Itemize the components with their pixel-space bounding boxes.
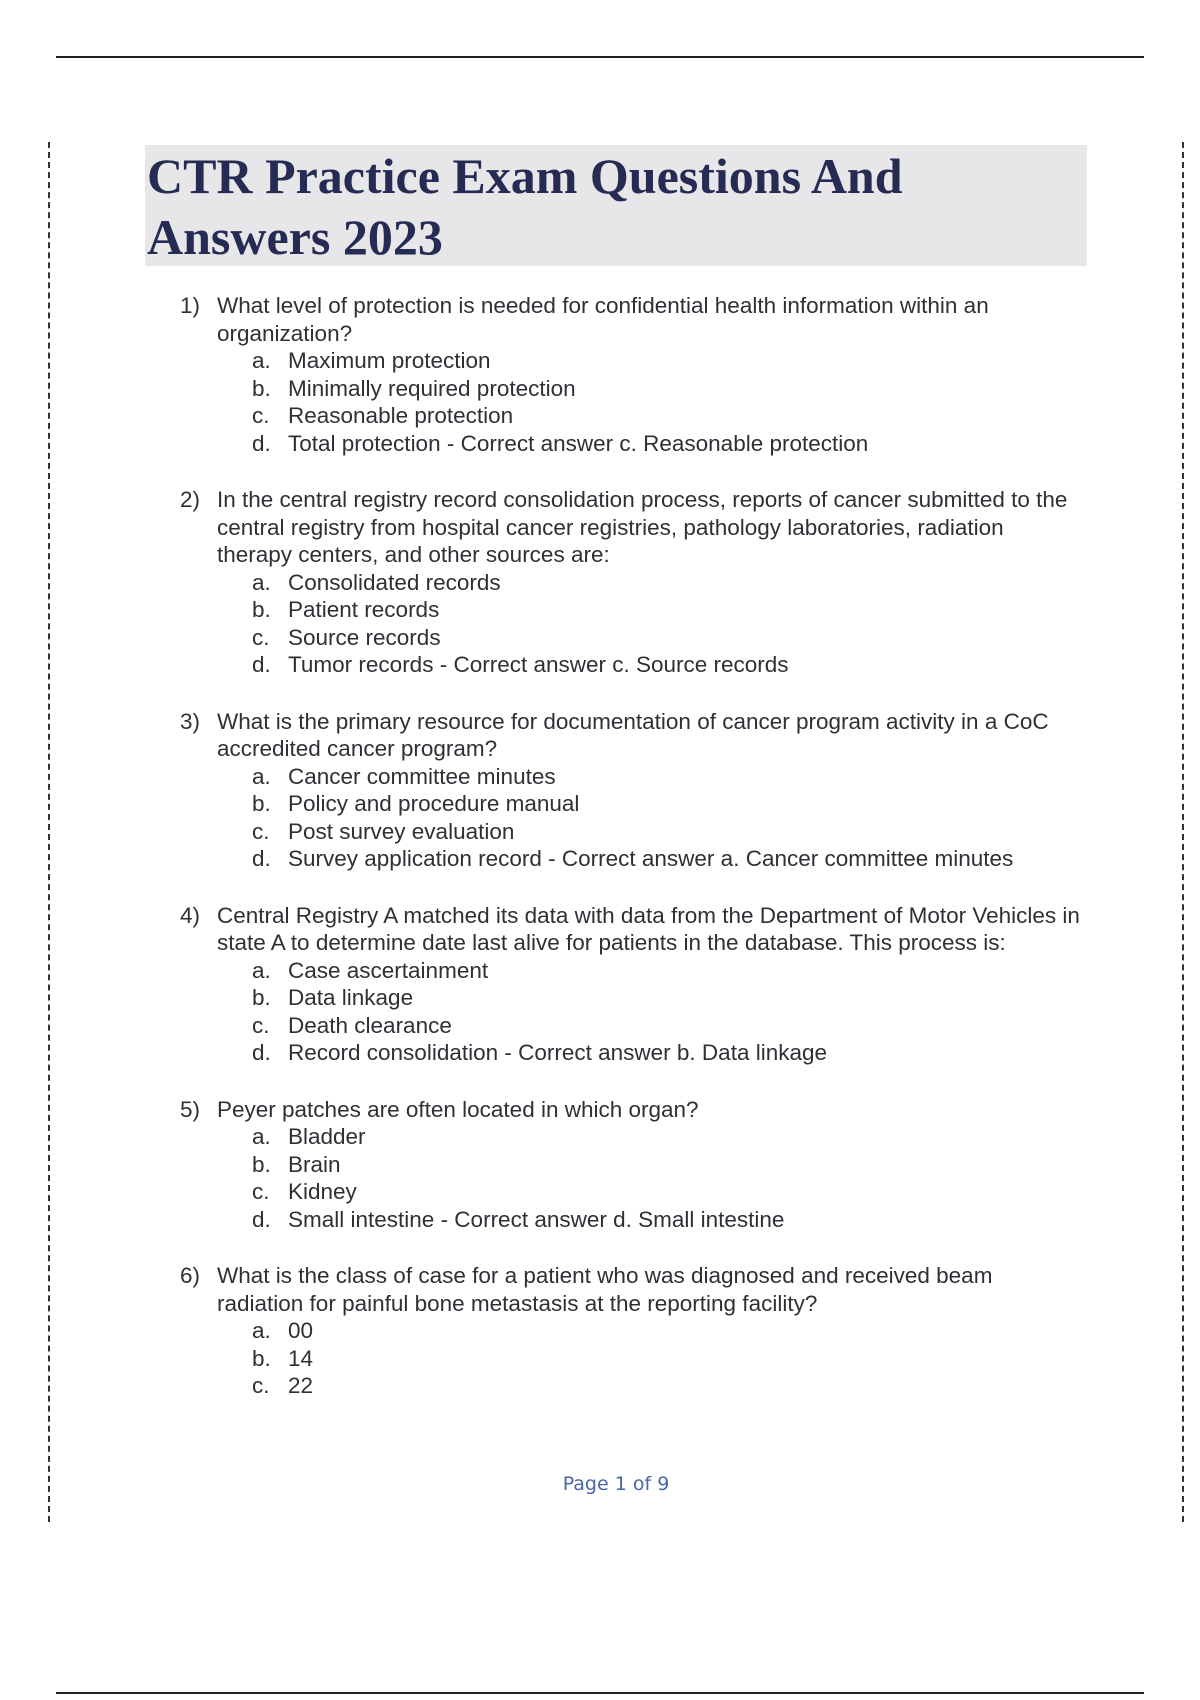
option-letter: c. [252, 403, 270, 428]
option-text: Case ascertainment [288, 957, 489, 983]
page-title: CTR Practice Exam Questions And Answers 2023 [147, 148, 903, 265]
option-text: Policy and procedure manual [288, 791, 580, 816]
answer-option [252, 818, 1080, 846]
answer-option [252, 1317, 1080, 1345]
option-letter: d. [252, 846, 271, 871]
option-text: Total protection - Correct answer c. Reasonable protection [288, 430, 869, 456]
answer-option [252, 596, 1080, 624]
answer-option [252, 651, 1080, 679]
answer-options [180, 1123, 1080, 1233]
answer-option [252, 624, 1080, 652]
question-number: 2) [180, 487, 201, 512]
option-letter: c. [252, 624, 270, 650]
answer-options [180, 957, 1080, 1067]
option-letter: b. [252, 375, 271, 401]
option-letter: b. [252, 1151, 271, 1177]
question-text: Peyer patches are often located in which organ? [217, 1096, 699, 1122]
answer-option [252, 1039, 1080, 1067]
option-letter: b. [252, 985, 271, 1010]
question-text: What is the class of case for a patient who was diagnosed and received beam radiation for painful bone metastasis at the reporting facility? [217, 1263, 993, 1316]
option-text: Cancer committee minutes [288, 763, 556, 789]
option-text: Small intestine - Correct answer d. Small intestine [288, 1206, 785, 1232]
answer-option [252, 1206, 1080, 1234]
answer-option [252, 402, 1080, 430]
answer-option [252, 1012, 1080, 1040]
question-item-6 [180, 1262, 1080, 1400]
option-text: Patient records [288, 597, 440, 622]
option-text: Death clearance [288, 1012, 452, 1038]
answer-option [252, 1372, 1080, 1400]
option-letter: c. [252, 1373, 270, 1398]
option-text: 00 [288, 1318, 314, 1343]
answer-option [252, 984, 1080, 1012]
option-letter: a. [252, 763, 271, 789]
option-letter: d. [252, 1040, 271, 1065]
question-item-2 [180, 486, 1080, 679]
question-list [180, 292, 1080, 1429]
answer-options [180, 347, 1080, 457]
answer-options [180, 569, 1080, 679]
option-text: Record consolidation - Correct answer b. Data linkage [288, 1040, 828, 1065]
question-text: What level of protection is needed for confidential health information within an organization? [217, 293, 989, 346]
option-letter: b. [252, 1345, 271, 1371]
question-text: In the central registry record consolidation process, reports of cancer submitted to the central registry from hospital cancer registries, pathology laboratories, radiation therapy centers, and other sources are: [217, 487, 1068, 567]
answer-option [252, 569, 1080, 597]
question-item-3 [180, 708, 1080, 873]
question-text: What is the primary resource for documentation of cancer program activity in a CoC accredited cancer program? [217, 708, 1049, 761]
option-letter: d. [252, 430, 271, 456]
page-number: Page 1 of 9 [562, 1473, 670, 1495]
answer-options [180, 763, 1080, 873]
answer-option [252, 1123, 1080, 1151]
question-number: 1) [180, 293, 201, 318]
question-number: 3) [180, 708, 201, 734]
option-text: Data linkage [288, 985, 414, 1010]
question-text: Central Registry A matched its data with data from the Department of Motor Vehicles in state A to determine date last alive for patients in the database. This process is: [217, 902, 1080, 955]
option-letter: a. [252, 957, 271, 983]
option-text: Brain [288, 1151, 341, 1177]
option-letter: c. [252, 1179, 270, 1204]
left-dashed-border [48, 142, 50, 1522]
answer-option [252, 957, 1080, 985]
option-text: 14 [288, 1345, 314, 1371]
option-text: Survey application record - Correct answer a. Cancer committee minutes [288, 846, 1014, 871]
question-number: 5) [180, 1096, 201, 1122]
answer-options [180, 1317, 1080, 1400]
answer-option [252, 1178, 1080, 1206]
option-text: Post survey evaluation [288, 818, 515, 844]
option-letter: a. [252, 569, 271, 595]
option-text: 22 [288, 1373, 314, 1398]
option-letter: a. [252, 1318, 271, 1343]
question-item-4 [180, 902, 1080, 1067]
option-text: Bladder [288, 1124, 366, 1149]
option-letter: b. [252, 597, 271, 622]
option-letter: c. [252, 1012, 270, 1038]
option-text: Kidney [288, 1179, 357, 1204]
option-letter: a. [252, 348, 271, 373]
top-rule [56, 56, 1144, 58]
option-letter: b. [252, 791, 271, 816]
option-text: Minimally required protection [288, 375, 576, 401]
answer-option [252, 347, 1080, 375]
option-letter: a. [252, 1124, 271, 1149]
answer-option [252, 375, 1080, 403]
option-letter: d. [252, 1206, 271, 1232]
question-item-5 [180, 1096, 1080, 1234]
right-dashed-border [1182, 142, 1184, 1522]
option-text: Reasonable protection [288, 403, 514, 428]
question-number: 4) [180, 902, 201, 928]
question-item-1 [180, 292, 1080, 457]
bottom-rule [56, 1692, 1144, 1694]
answer-option [252, 845, 1080, 873]
answer-option [252, 790, 1080, 818]
answer-option [252, 1151, 1080, 1179]
answer-option [252, 430, 1080, 458]
option-letter: d. [252, 652, 271, 677]
option-text: Source records [288, 624, 441, 650]
option-text: Consolidated records [288, 569, 501, 595]
answer-option [252, 763, 1080, 791]
question-number: 6) [180, 1263, 201, 1288]
option-letter: c. [252, 818, 270, 844]
answer-option [252, 1345, 1080, 1373]
option-text: Tumor records - Correct answer c. Source records [288, 652, 789, 677]
option-text: Maximum protection [288, 348, 491, 373]
